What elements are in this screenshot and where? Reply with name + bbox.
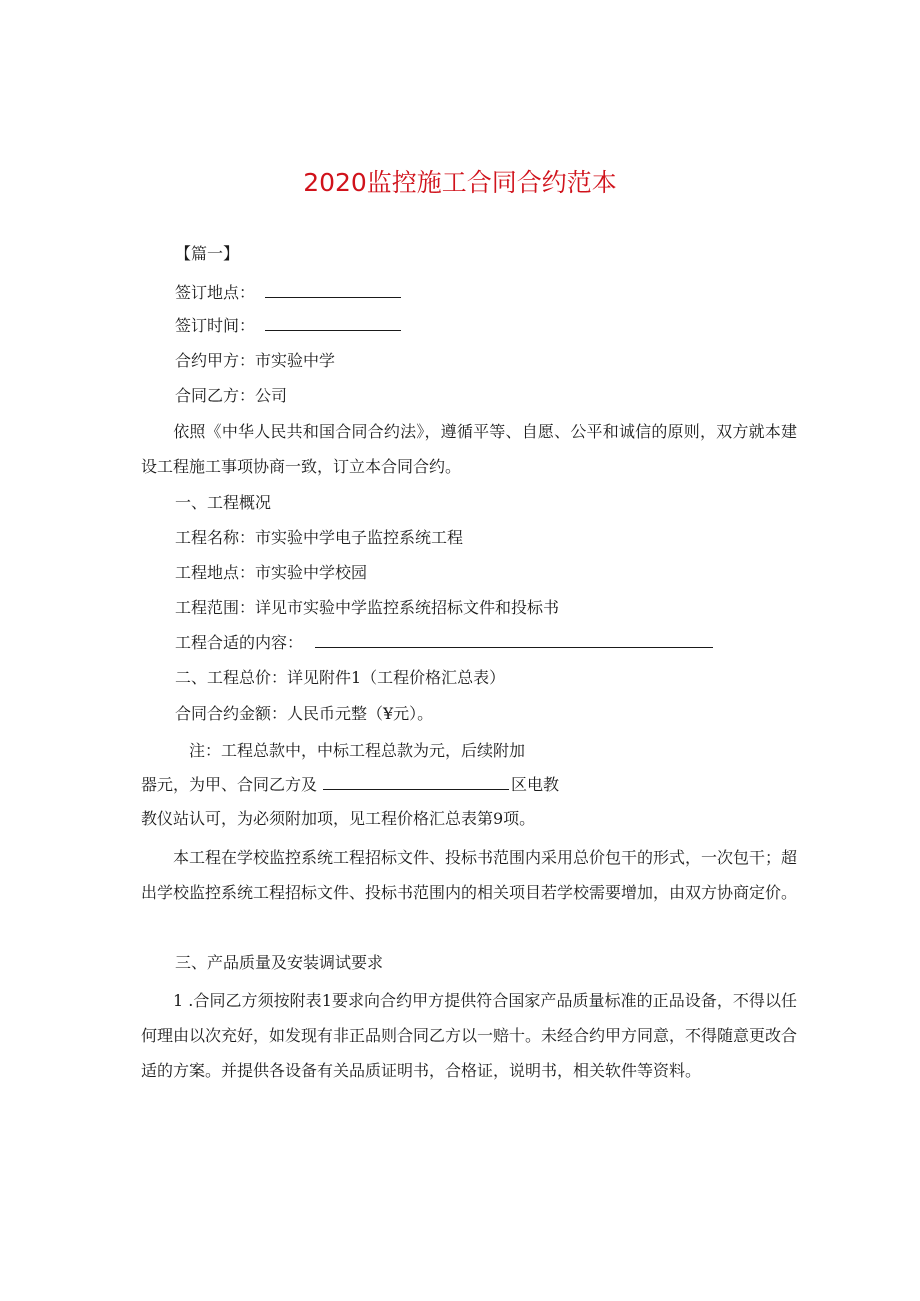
project-location: 工程地点：市实验中学校园 (175, 563, 368, 582)
note-line-2 (141, 774, 559, 796)
sign-time-blank (265, 316, 401, 331)
sign-place-row (175, 282, 401, 304)
intro-paragraph (141, 414, 797, 484)
heading-1: 一、工程概况 (175, 493, 272, 512)
project-content-label: 工程合适的内容： (175, 633, 304, 652)
project-content-row (175, 632, 713, 654)
project-scope: 工程范围：详见市实验中学监控系统招标文件和投标书 (175, 598, 560, 617)
sign-time-row (175, 315, 401, 337)
intro-text: 依照《中华人民共和国合同合约法》，遵循平等、自愿、公平和诚信的原则，双方就本建设工程施工事项协商一致，订立本合同合约。 (141, 422, 797, 476)
heading-2: 二、工程总价：详见附件1（工程价格汇总表） (175, 668, 506, 687)
sign-time-label: 签订时间： (175, 316, 256, 335)
sign-place-blank (265, 283, 401, 298)
note-line-2a: 器元，为甲、合同乙方及 (141, 775, 318, 794)
project-content-blank (315, 633, 713, 648)
party-a: 合约甲方：市实验中学 (175, 351, 336, 370)
project-name: 工程名称：市实验中学电子监控系统工程 (175, 528, 464, 547)
section-label: 【篇一】 (175, 244, 240, 263)
document-title: 2020监控施工合同合约范本 (303, 168, 617, 197)
sign-place-label: 签订地点： (175, 283, 256, 302)
scope-paragraph (141, 840, 797, 910)
item-1-paragraph (141, 983, 797, 1088)
party-b: 合同乙方：公司 (175, 386, 288, 405)
heading-3: 三、产品质量及安装调试要求 (175, 953, 384, 972)
note-line-1: 注：工程总款中，中标工程总款为元，后续附加 (189, 741, 526, 760)
note-line-3: 教仪站认可，为必须附加项，见工程价格汇总表第9项。 (141, 809, 536, 828)
scope-text: 本工程在学校监控系统工程招标文件、投标书范围内采用总价包干的形式，一次包干；超出学校监控系统工程招标文件、投标书范围内的相关项目若学校需要增加，由双方协商定价。 (141, 848, 798, 902)
item-1-text: 1 .合同乙方须按附表1要求向合约甲方提供符合国家产品质量标准的正品设备，不得以任何理由以次充好，如发现有非正品则合同乙方以一赔十。未经合约甲方同意，不得随意更改合适的方案。并提供各设备有关品质证明书，合格证，说明书，相关软件等资料。 (141, 991, 798, 1080)
note-blank (323, 775, 509, 790)
note-line-2b: 区电教 (511, 775, 560, 794)
contract-amount: 合同合约金额：人民币元整（¥元）。 (175, 704, 434, 723)
